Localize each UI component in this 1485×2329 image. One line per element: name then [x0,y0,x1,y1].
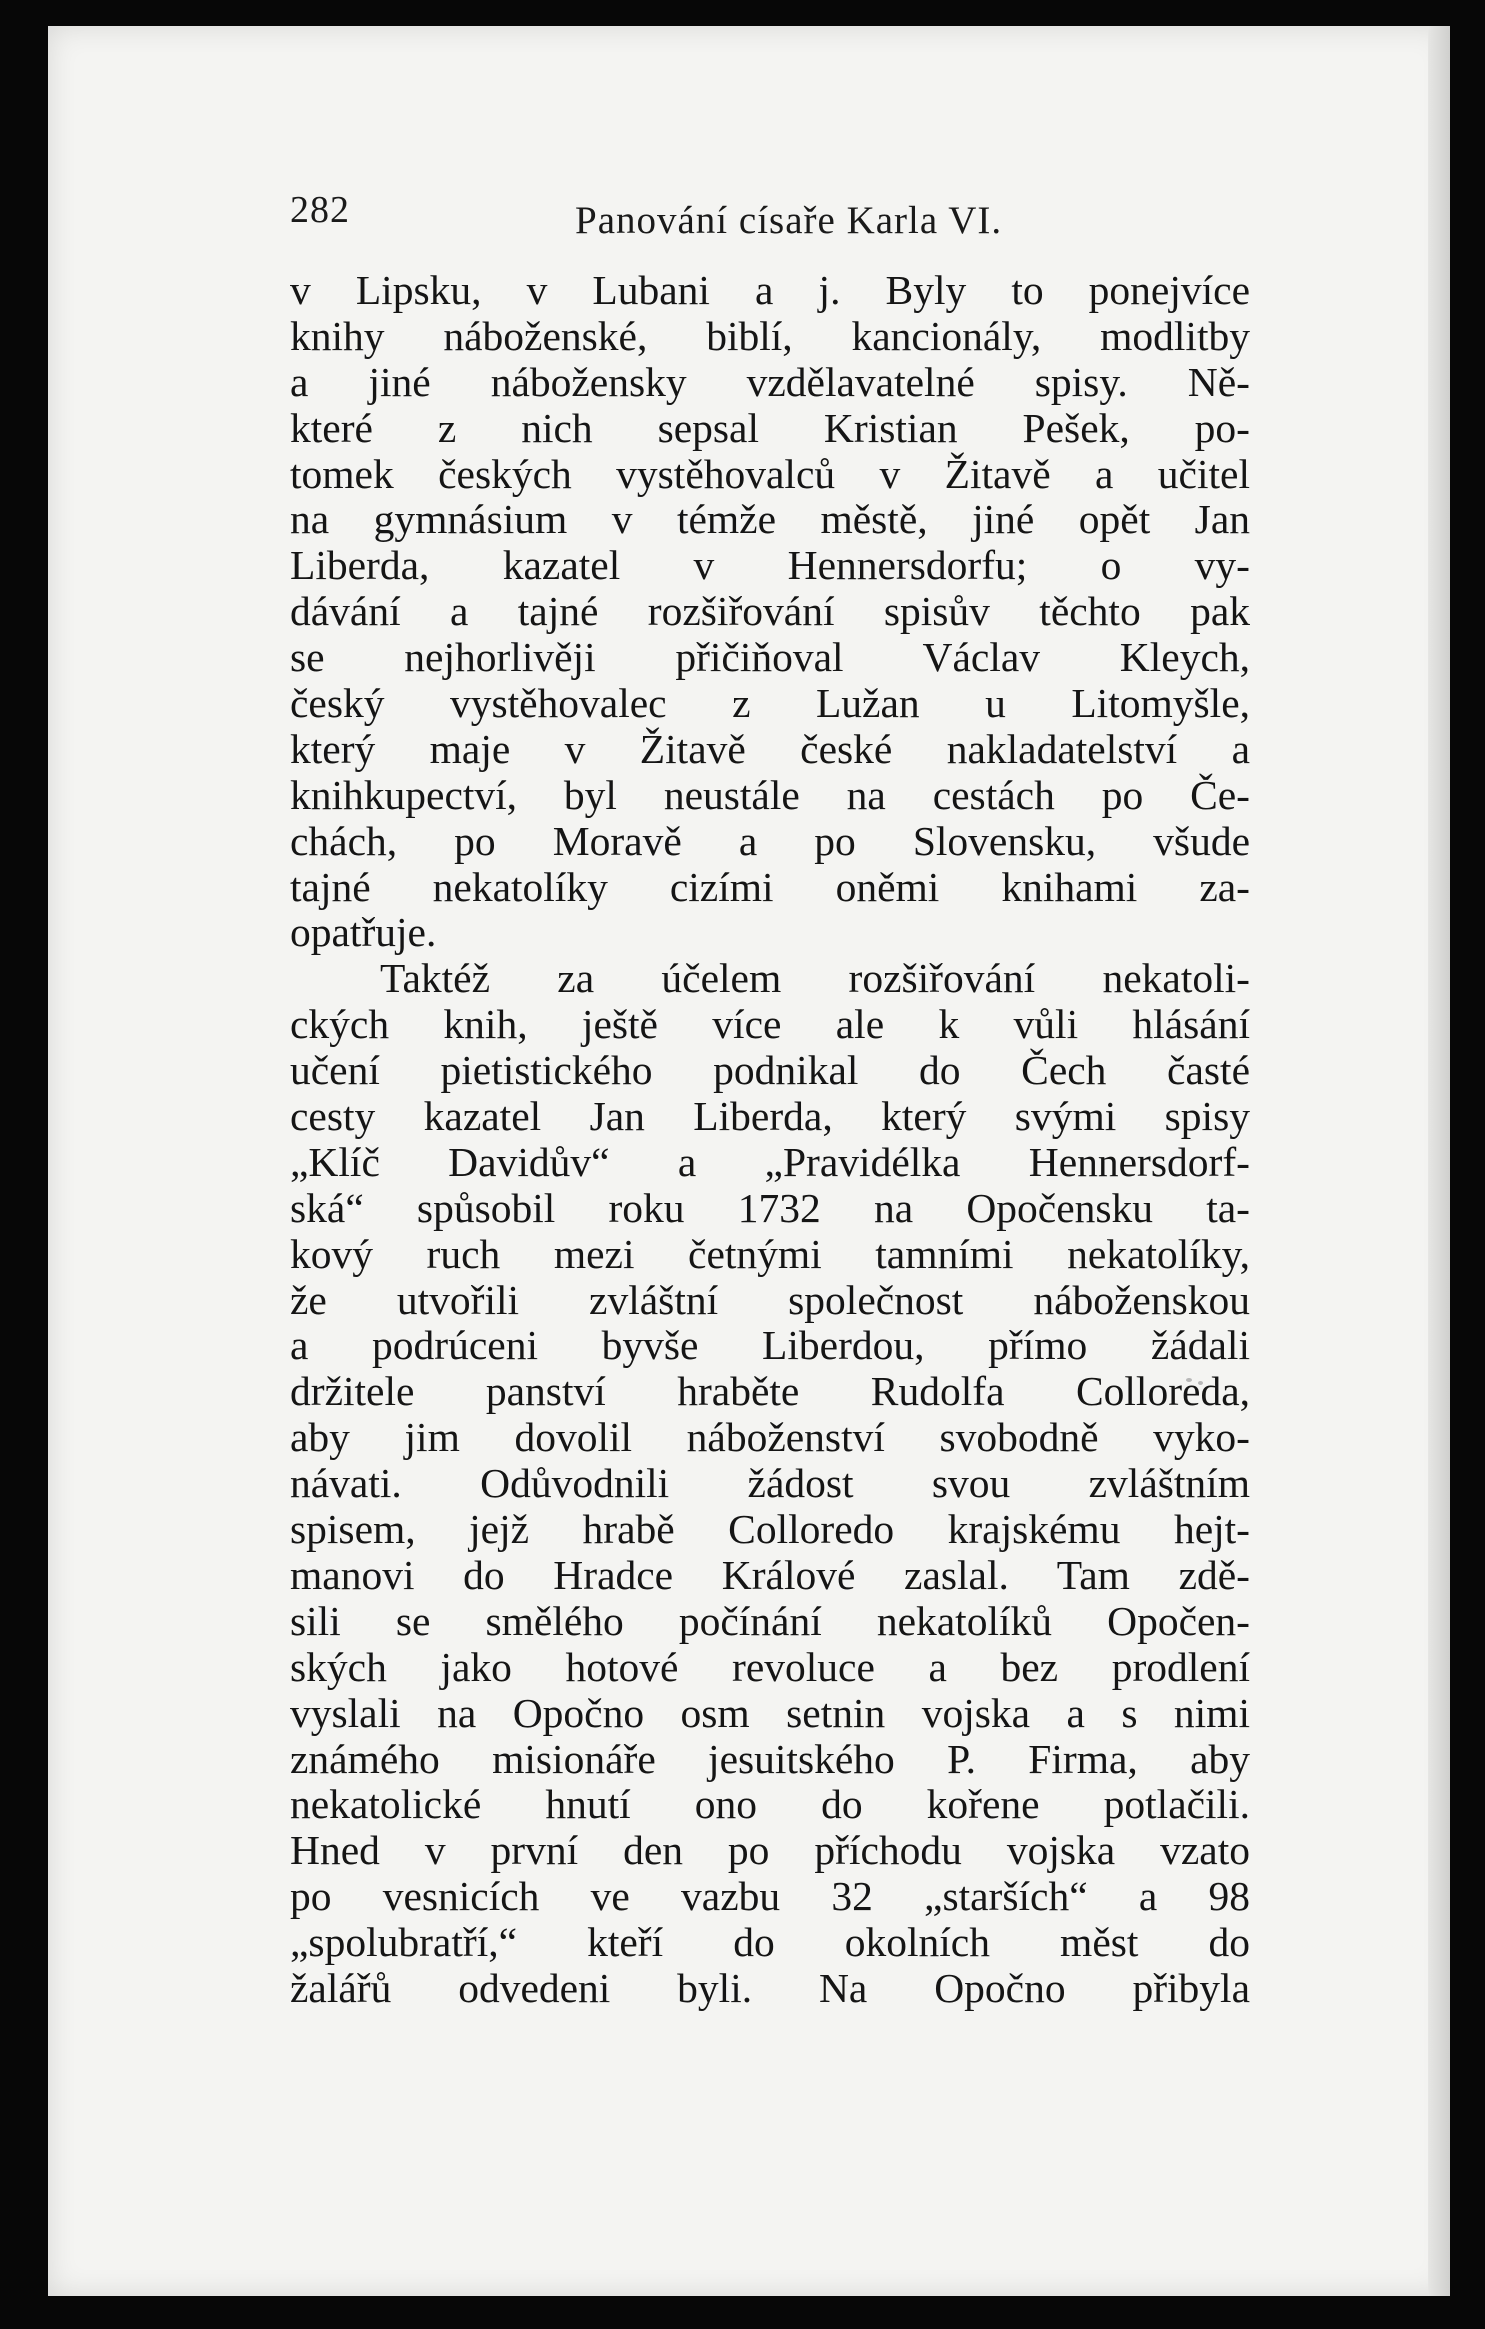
text-line: knihy náboženské, biblí, kancionály, modlitby [290,313,1250,359]
page-header [290,188,1250,248]
page-edge-shadow [1428,26,1450,2296]
paragraph-2 [290,956,1250,2011]
text-line: chách, po Moravě a po Slovensku, všude [290,818,1250,864]
text-line: dávání a tajné rozšiřování spisův těchto pak [290,589,1250,635]
text-line: známého misionáře jesuitského P. Firma, aby [290,1736,1250,1782]
page-number: 282 [290,189,350,231]
text-line: sili se smělého počínání nekatolíků Opočen- [290,1598,1250,1644]
text-line: držitele panství hraběte Rudolfa Colloreda, [290,1369,1250,1415]
text-line: který maje v Žitavě české nakladatelství a [290,726,1250,772]
text-line: se nejhorlivěji přičiňoval Václav Kleych, [290,635,1250,681]
text-line: manovi do Hradce Králové zaslal. Tam zdě- [290,1552,1250,1598]
text-line: „spolubratří,“ kteří do okolních měst do [290,1920,1250,1966]
text-line: a jiné nábožensky vzdělavatelné spisy. Ně- [290,359,1250,405]
text-line: ská“ spůsobil roku 1732 na Opočensku ta- [290,1185,1250,1231]
text-line: vyslali na Opočno osm setnin vojska a s nimi [290,1690,1250,1736]
text-line: cesty kazatel Jan Liberda, který svými spisy [290,1094,1250,1140]
text-line: návati. Odůvodnili žádost svou zvláštním [290,1461,1250,1507]
text-line: tajné nekatolíky cizími oněmi knihami za- [290,864,1250,910]
text-line: opatřuje. [290,910,437,956]
text-line: které z nich sepsal Kristian Pešek, po- [290,405,1250,451]
text-line: nekatolické hnutí ono do kořene potlačili. [290,1782,1250,1828]
text-line: Hned v první den po příchodu vojska vzato [290,1828,1250,1874]
text-line: po vesnicích ve vazbu 32 „starších“ a 98 [290,1874,1250,1920]
text-line: ských jako hotové revoluce a bez prodlení [290,1644,1250,1690]
text-line: český vystěhovalec z Lužan u Litomyšle, [290,681,1250,727]
text-line: tomek českých vystěhovalců v Žitavě a učitel [290,451,1250,497]
text-line: kový ruch mezi četnými tamními nekatolíky, [290,1231,1250,1277]
text-line: ckých knih, ještě více ale k vůli hlásání [290,1002,1250,1048]
text-line: „Klíč Davidův“ a „Pravidélka Hennersdorf- [290,1139,1250,1185]
body-text [290,268,1250,2012]
text-line: žalářů odvedeni byli. Na Opočno přibyla [290,1965,1250,2011]
text-line: a podrúceni byvše Liberdou, přímo žádali [290,1323,1250,1369]
text-line: v Lipsku, v Lubani a j. Byly to ponejvíce [290,268,1250,313]
text-line: Taktéž za účelem rozšiřování nekatoli- [380,956,1250,1002]
text-line: aby jim dovolil náboženství svobodně vyko- [290,1415,1250,1461]
text-line: knihkupectví, byl neustále na cestách po Če- [290,772,1250,818]
text-line: že utvořili zvláštní společnost náboženskou [290,1277,1250,1323]
running-title: Panování císaře Karla VI. [575,199,1003,242]
paragraph-1 [290,268,1250,956]
text-line: učení pietistického podnikal do Čech časté [290,1048,1250,1094]
text-line: spisem, jejž hrabě Colloredo krajskému hejt- [290,1507,1250,1553]
text-line: Liberda, kazatel v Hennersdorfu; o vy- [290,543,1250,589]
text-line: na gymnásium v témže městě, jiné opět Jan [290,497,1250,543]
